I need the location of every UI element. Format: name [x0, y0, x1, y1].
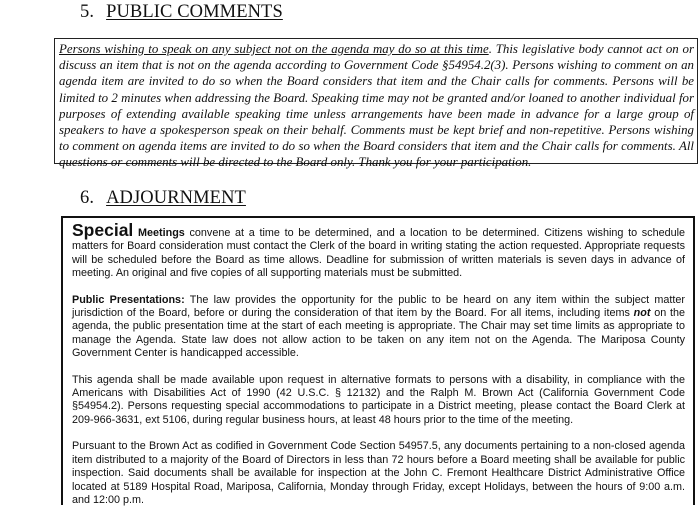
brown-act-paragraph: Pursuant to the Brown Act as codified in Government Code Section 54957.5, any documents pertaining to a non-closed agenda item distributed to a majority of the Board of Directors in less than 72 hours before a Board meeting shall be available for public inspection. Said documents shall be available for inspection at the John C. Fremont Healthcare District Administrative Office located at 5189 Hospital Road, Mariposa, California, Monday through Friday, except Holidays, between the hours of 9:00 a.m. and 12:00 p.m. — [72, 440, 685, 506]
section-5-heading — [80, 2, 283, 23]
public-comments-text: . This legislative body cannot act on or discuss an item that is not on the agenda according to Government Code §54954.2(3). Persons wishing to comment on an agenda item are invited to do so when the Board considers that item and the Chair calls for comments. Persons will be limited to 2 minutes when addressing the Board. Speaking time may not be granted and/or loaned to another individual for purposes of extending available speaking time unless arrangements have been made in advance for a large group of speakers to have a spokesperson speak on their behalf. Comments must be kept brief and non-repetitive. Persons wishing to comment on agenda items are invited to do so when the Board considers that item and the Chair calls for comments. All questions or comments will be directed to the Board only. Thank you for your participation. — [59, 42, 694, 170]
special-lead-word: Special — [72, 220, 134, 240]
section-5-title: PUBLIC COMMENTS — [106, 2, 283, 22]
public-presentations-label: Public Presentations: — [72, 293, 185, 306]
public-presentations-text-1: The law provides the opportunity for the public to be heard on any item within the subject matter jurisdiction of the Board, before or during the consideration of that item by the Board. For all items, including items — [72, 293, 685, 320]
meetings-label: Meetings — [138, 227, 185, 239]
section-5-number: 5. — [80, 2, 95, 22]
section-6-heading — [80, 188, 246, 209]
public-presentations-text-2: on the agenda, the public presentation time at the start of each meeting is appropriate. The Chair may set time limits as appropriate to manage the Agenda. State law does not allow action to be taken on any item not on the Agenda. The Mariposa County Government Center is handicapped accessible. — [72, 307, 685, 360]
section-6-number: 6. — [80, 188, 95, 208]
public-comments-underlined-text: Persons wishing to speak on any subject not on the agenda may do so at this time — [59, 42, 489, 56]
special-meetings-paragraph — [72, 222, 685, 281]
meeting-notice-box — [61, 216, 695, 505]
special-meetings-text: convene at a time to be determined, and a location to be determined. Citizens wishing to schedule matters for Board consideration must contact the Clerk of the board in writing stating the action requested. Appropriate requests will be scheduled before the Board as time allows. Deadline for submission of written materials is seven days in advance of meeting. An original and five copies of all supporting materials must be submitted. — [72, 227, 686, 280]
public-comments-box — [54, 38, 698, 170]
public-presentations-paragraph — [72, 294, 685, 361]
public-presentations-not: not — [633, 307, 651, 320]
section-6-title: ADJOURNMENT — [106, 188, 246, 208]
accessibility-paragraph: This agenda shall be made available upon request in alternative formats to persons with a disability, in compliance with the Americans with Disabilities Act of 1990 (42 U.S.C. § 12132) and the Ralph M. Brown Act (California Government Code §54954.2). Persons requesting special accommodations to participate in a District meeting, please contact the Board Clerk at 209-966-3631, ext 5106, during regular business hours, at least 48 hours prior to the time of the meeting. — [72, 373, 685, 426]
